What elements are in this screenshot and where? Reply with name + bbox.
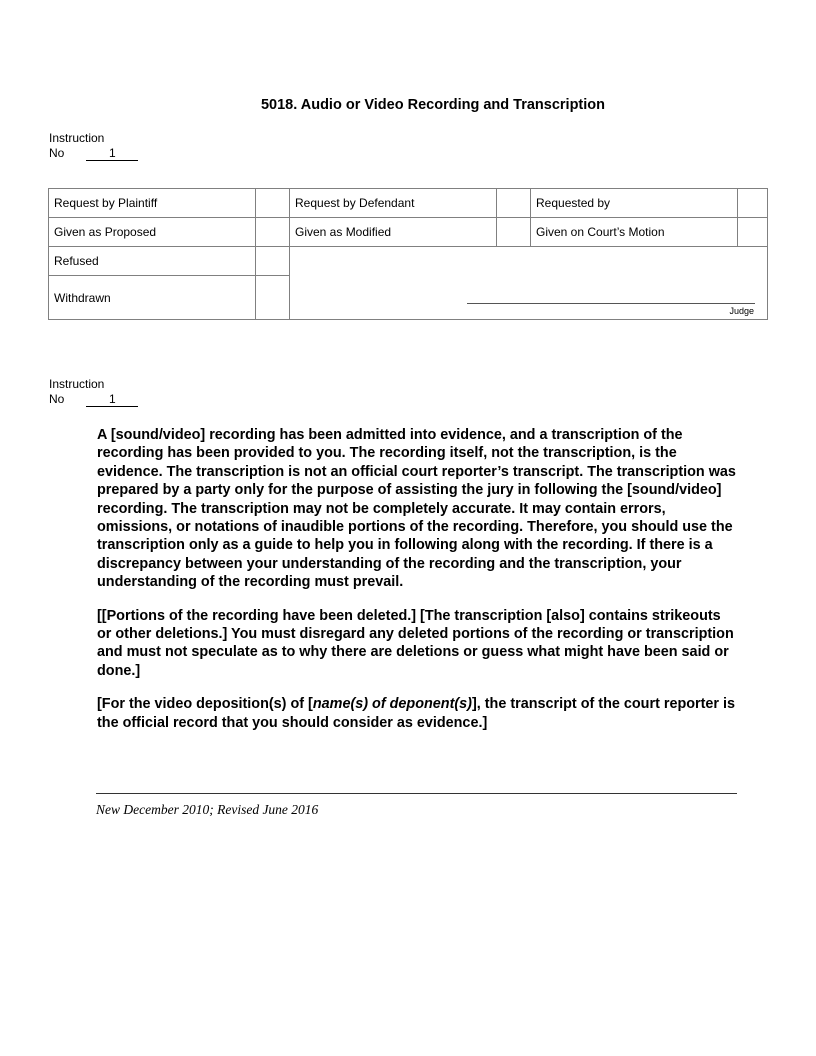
given-on-courts-motion-checkbox[interactable] [738, 218, 767, 246]
instruction-body [97, 426, 737, 747]
requested-by-checkbox[interactable] [738, 189, 767, 217]
withdrawn-label: Withdrawn [54, 290, 111, 305]
instruction-number-block [49, 131, 138, 161]
given-as-modified-checkbox[interactable] [497, 218, 530, 246]
request-by-plaintiff-checkbox[interactable] [256, 189, 289, 217]
paragraph-deletions: [[Portions of the recording have been deleted.] [The transcription [also] contains strikeouts or other deletions.] You must disregard any deleted portions of the recording or transcription and must not speculate as to why there are deletions or guess what might have been said or done.] [97, 607, 734, 679]
given-as-proposed-label: Given as Proposed [54, 225, 157, 239]
withdrawn-checkbox[interactable] [256, 276, 289, 319]
requested-by-label: Requested by [536, 196, 611, 210]
request-by-plaintiff-label: Request by Plaintiff [54, 196, 158, 210]
instruction-label: Instruction [49, 131, 105, 145]
paragraph-recording-evidence: A [sound/video] recording has been admitted into evidence, and a transcription of the recording has been provided to you. The recording itself, not the transcription, is the evidence. The transcription is not an official court reporter’s transcript. The transcription was prepared by a party only for the purpose of assisting the jury in following the [sound/video] recording. The transcription may not be completely accurate. It may contain errors, omissions, or notations of inaudible portions of the recording. Therefore, you should use the transcription only as a guide to help you in following along with the recording. If there is a discrepancy between your understanding of the recording and the transcription, your understanding of the recording must prevail. [97, 427, 736, 591]
refused-label: Refused [54, 254, 99, 268]
request-by-defendant-checkbox[interactable] [497, 189, 530, 217]
paragraph-text: ], the transcript of the court reporter is the official record that you should consider as evidence.] [97, 696, 736, 731]
placeholder-deponent-names: name(s) of deponent(s) [312, 696, 472, 713]
judge-signature-line[interactable] [467, 303, 755, 304]
instruction-no-label: No [49, 392, 65, 406]
page-title: 5018. Audio or Video Recording and Transcription [260, 97, 606, 113]
paragraph-text: [For the video deposition(s) of [ [97, 696, 313, 713]
revision-note: New December 2010; Revised June 2016 [96, 802, 319, 817]
judge-label: Judge [729, 306, 754, 316]
instruction-no-label: No [49, 146, 65, 160]
given-as-modified-label: Given as Modified [295, 225, 392, 239]
instruction-label: Instruction [49, 377, 105, 391]
instruction-number-block [49, 377, 138, 407]
instruction-number: 1 [86, 393, 138, 407]
instruction-number: 1 [86, 147, 138, 161]
refused-checkbox[interactable] [256, 247, 289, 275]
request-by-defendant-label: Request by Defendant [295, 196, 415, 210]
paragraph-video-deposition [97, 695, 737, 732]
footer-divider [96, 793, 737, 794]
given-as-proposed-checkbox[interactable] [256, 218, 289, 246]
instruction-disposition-table [48, 188, 768, 320]
given-on-courts-motion-label: Given on Court’s Motion [536, 225, 665, 239]
